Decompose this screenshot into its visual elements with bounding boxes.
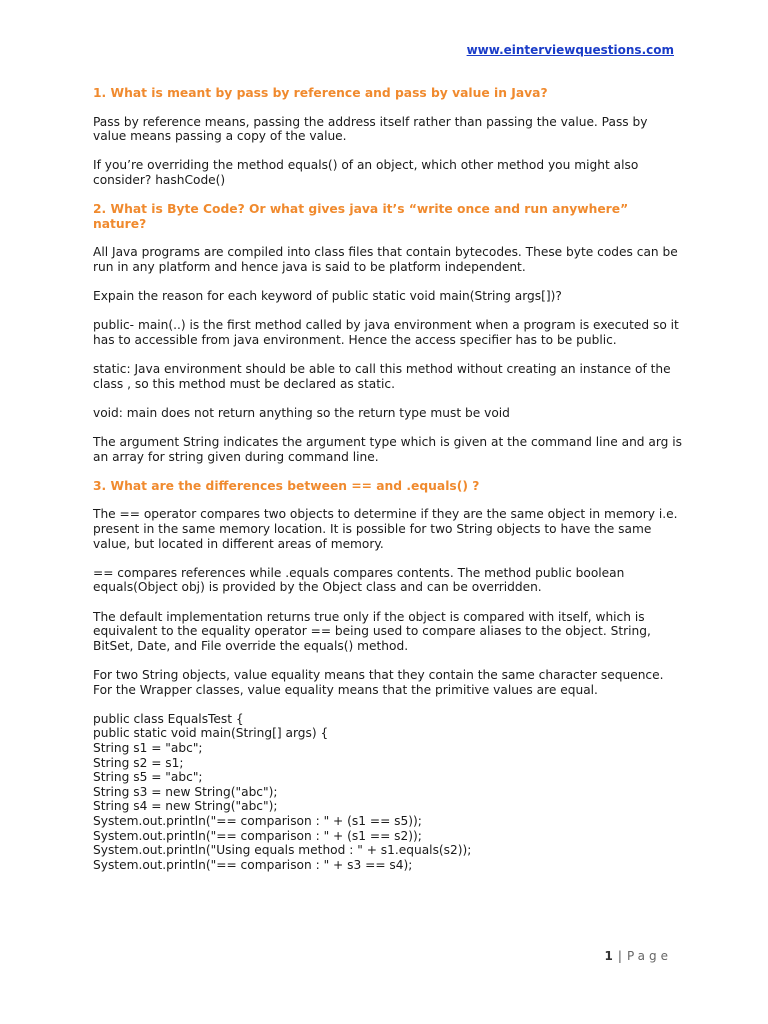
q3-paragraph-1: The == operator compares two objects to determine if they are the same object in memory i.e. present in the same memory location. It is possible for two String objects to have the same value, but located in different areas of memory. — [93, 507, 678, 551]
q2-paragraph-1: All Java programs are compiled into class files that contain bytecodes. These byte codes can be run in any platform and hence java is said to be platform independent. — [93, 245, 678, 274]
code-block — [93, 712, 683, 873]
code-line: System.out.println("== comparison : " + (s1 == s2)); — [93, 828, 422, 843]
q3-paragraph-2: == compares references while .equals compares contents. The method public boolean equals(Object obj) is provided by the Object class and can be overridden. — [93, 565, 625, 595]
footer-separator: | — [617, 949, 622, 963]
q3-paragraph-3: The default implementation returns true only if the object is compared with itself, which is equivalent to the equality operator == being used to compare aliases to the object. String, BitSet, Date, and File override the equals() method. — [93, 609, 651, 653]
code-line: String s3 = new String("abc"); — [93, 784, 278, 799]
code-line: System.out.println("== comparison : " + (s1 == s5)); — [93, 813, 422, 828]
q1-paragraph-2: If you’re overriding the method equals() of an object, which other method you might also consider? hashCode() — [93, 158, 639, 187]
document-body — [93, 86, 683, 872]
site-link[interactable]: www.einterviewquestions.com — [466, 43, 674, 57]
q1-paragraph-1: Pass by reference means, passing the address itself rather than passing the value. Pass by value means passing a copy of the value. — [93, 114, 648, 144]
q2-paragraph-3: public- main(..) is the first method called by java environment when a program is executed so it has to accessible from java environment. Hence the access specifier has to be public. — [93, 318, 679, 347]
page-number: 1 — [604, 949, 613, 963]
page-footer — [605, 949, 672, 963]
question-1-heading: 1. What is meant by pass by reference and pass by value in Java? — [93, 86, 548, 100]
q2-paragraph-6: The argument String indicates the argument type which is given at the command line and arg is an array for string given during command line. — [93, 435, 683, 464]
q3-paragraph-4: For two String objects, value equality means that they contain the same character sequence. For the Wrapper classes, value equality means that the primitive values are equal. — [93, 667, 664, 697]
q2-paragraph-4: static: Java environment should be able to call this method without creating an instance of the class , so this method must be declared as static. — [93, 362, 671, 391]
code-line: System.out.println("== comparison : " + s3 == s4); — [93, 857, 413, 872]
page-label: Page — [626, 949, 672, 963]
question-2-heading: 2. What is Byte Code? Or what gives java it’s “write once and run anywhere” nature? — [93, 202, 629, 231]
code-line: System.out.println("Using equals method : " + s1.equals(s2)); — [93, 843, 472, 858]
q2-paragraph-2: Expain the reason for each keyword of public static void main(String args[])? — [93, 289, 562, 304]
code-line: public static void main(String[] args) { — [93, 726, 329, 741]
code-line: public class EqualsTest { — [93, 711, 244, 726]
code-line: String s4 = new String("abc"); — [93, 799, 278, 814]
question-3-heading: 3. What are the differences between == and .equals() ? — [93, 478, 480, 493]
code-line: String s2 = s1; — [93, 755, 184, 770]
code-line: String s1 = "abc"; — [93, 740, 203, 755]
code-line: String s5 = "abc"; — [93, 770, 203, 785]
q2-paragraph-5: void: main does not return anything so the return type must be void — [93, 405, 510, 420]
